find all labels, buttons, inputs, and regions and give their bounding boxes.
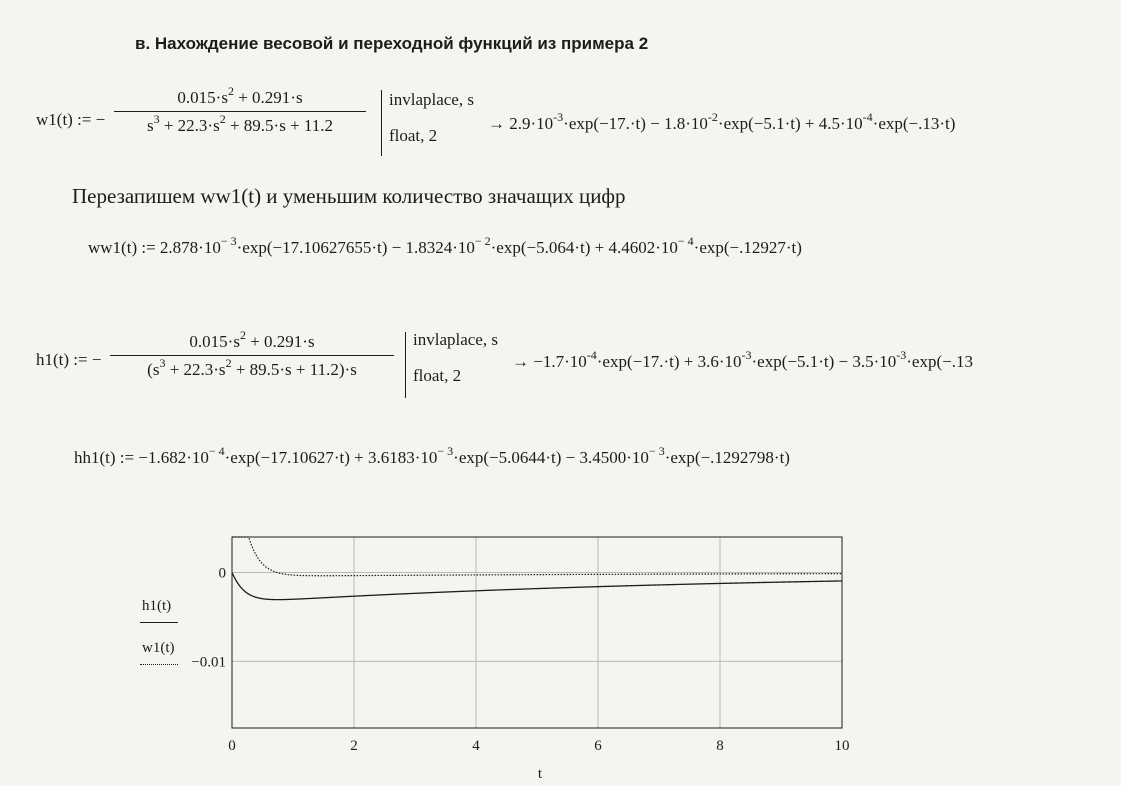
y-tick-label: 0: [218, 565, 226, 582]
hh1-expression: hh1(t) := $-1.682\cdot 10^{- 4}\cdot\exp(-17.10627\cdot t) + 3.6183\cdot 10^{- 3}\cdot\exp(-5.0644\cdot t) - 3.4500\cdot 10^{- 3}\cdot\exp(-.1292798\cdot t)$: [74, 444, 790, 467]
h1-denominator: $(s^3 + 22.3\cdot s^2 + 89.5\cdot s + 11.2)\cdot s$: [110, 355, 394, 380]
w1-numerator: $0.015\cdot s^2 + 0.291\cdot s$: [177, 84, 303, 107]
h1-operator-invlaplace: invlaplace, s: [413, 330, 498, 349]
w1-lhs: w1(t) := −: [36, 110, 106, 129]
w1-operator-invlaplace: invlaplace, s: [389, 90, 474, 109]
w1-result: → $2.9\cdot 10^{-3}\cdot\exp(-17.\cdot t) - 1.8\cdot 10^{-2}\cdot\exp(-5.1\cdot t) + 4.5\cdot 10^{-4}\cdot\exp(-.13\cdot t)$: [488, 110, 956, 133]
ww1-expression: ww1(t) := $2.878\cdot 10^{- 3}\cdot\exp(-17.10627655\cdot t) - 1.8324\cdot 10^{- 2}\cdot\exp(-5.064\cdot t) + 4.4602\cdot 10^{- 4}\cdot\exp(-.12927\cdot t)$: [88, 234, 802, 257]
w1-operator-float: float, 2: [389, 126, 438, 145]
y-label-w1: w1(t): [142, 640, 175, 656]
x-tick-label: 6: [594, 738, 602, 754]
x-axis-label: t: [537, 766, 543, 782]
x-tick-label: 0: [228, 738, 236, 754]
series-w1-line: [232, 537, 842, 576]
x-tick-label: 8: [716, 738, 724, 754]
x-tick-label: 4: [472, 738, 480, 754]
plot-frame: [232, 537, 842, 728]
h1-operator-float: float, 2: [413, 366, 462, 385]
y-label-h1: h1(t): [142, 598, 172, 614]
x-tick-label: 2: [350, 738, 358, 754]
section-heading: в. Нахождение весовой и переходной функций из примера 2: [135, 34, 649, 53]
h1-numerator: $0.015\cdot s^2 + 0.291\cdot s$: [189, 328, 315, 351]
rewrite-note: Перезапишем ww1(t) и уменьшим количество значащих цифр: [72, 184, 626, 208]
h1-lhs: h1(t) := −: [36, 350, 102, 369]
series-h1-line: [232, 573, 842, 600]
x-tick-label: 10: [834, 738, 850, 754]
y-tick-label: −0.01: [191, 654, 226, 671]
h1-result: → $-1.7\cdot 10^{-4}\cdot\exp(-17.\cdot t) + 3.6\cdot 10^{-3}\cdot\exp(-5.1\cdot t) - 3.5\cdot 10^{-3}\cdot\exp(-.13$: [512, 348, 973, 371]
w1-denominator: $s^3 + 22.3\cdot s^2 + 89.5\cdot s + 11.2$: [114, 111, 366, 136]
